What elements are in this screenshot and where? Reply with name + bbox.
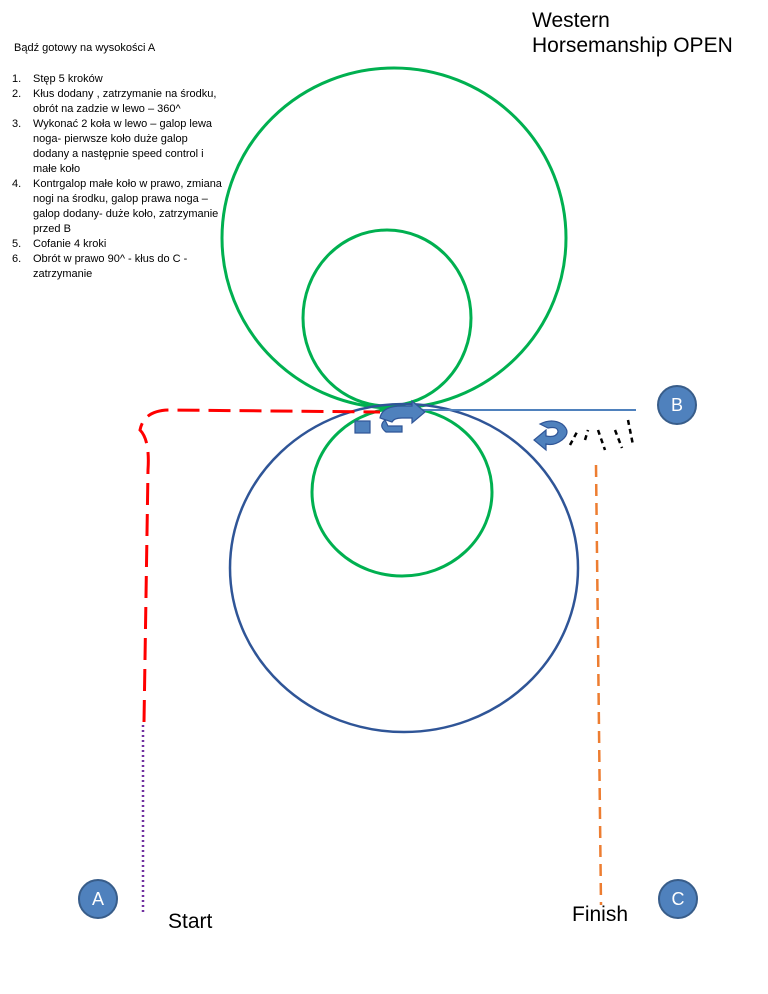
title-line-1: Western — [532, 9, 610, 32]
large-blue-circle — [230, 404, 578, 732]
backing-marks — [570, 420, 633, 450]
step-number: 2. — [12, 88, 22, 100]
step-text: Cofanie 4 kroki — [33, 238, 107, 250]
step-item — [12, 72, 222, 87]
title-line-2: Horsemanship OPEN — [532, 34, 733, 57]
step-text: Stęp 5 kroków — [33, 73, 103, 85]
small-green-circle-bottom — [312, 408, 492, 576]
pattern-title — [532, 8, 762, 58]
step-item — [12, 177, 222, 237]
step-number: 1. — [12, 73, 22, 85]
step-item — [12, 237, 222, 252]
orange-dashed-path — [596, 465, 601, 905]
step-item — [12, 252, 222, 282]
step-text: Wykonać 2 koła w lewo – galop lewa noga- pierwsze koło duże galop dodany a następnie speed control i małe koło — [33, 118, 213, 175]
instructions-intro: Bądź gotowy na wysokości A — [14, 42, 156, 54]
step-item — [12, 87, 222, 117]
marker-a: A — [78, 879, 118, 919]
step-number: 5. — [12, 238, 22, 250]
step-text: Kontrgalop małe koło w prawo, zmiana nogi na środku, galop prawa noga – galop dodany- duże koło, zatrzymanie przed B — [33, 178, 222, 235]
step-number: 3. — [12, 118, 22, 130]
small-green-circle-top — [303, 230, 471, 406]
step-number: 4. — [12, 178, 22, 190]
marker-c: C — [658, 879, 698, 919]
start-label: Start — [168, 910, 213, 933]
red-dashed-path — [140, 410, 380, 722]
steps-list — [12, 72, 222, 282]
step-text: Obrót w prawo 90^ - kłus do C - zatrzymanie — [33, 253, 188, 280]
turn-90-arrow-icon — [534, 421, 567, 450]
large-green-circle — [222, 68, 566, 408]
step-text: Kłus dodany , zatrzymanie na środku, obrót na zadzie w lewo – 360^ — [33, 88, 217, 115]
marker-b: B — [657, 385, 697, 425]
finish-label: Finish — [572, 903, 629, 926]
pattern-instructions — [12, 41, 222, 282]
step-item — [12, 117, 222, 177]
step-number: 6. — [12, 253, 22, 265]
